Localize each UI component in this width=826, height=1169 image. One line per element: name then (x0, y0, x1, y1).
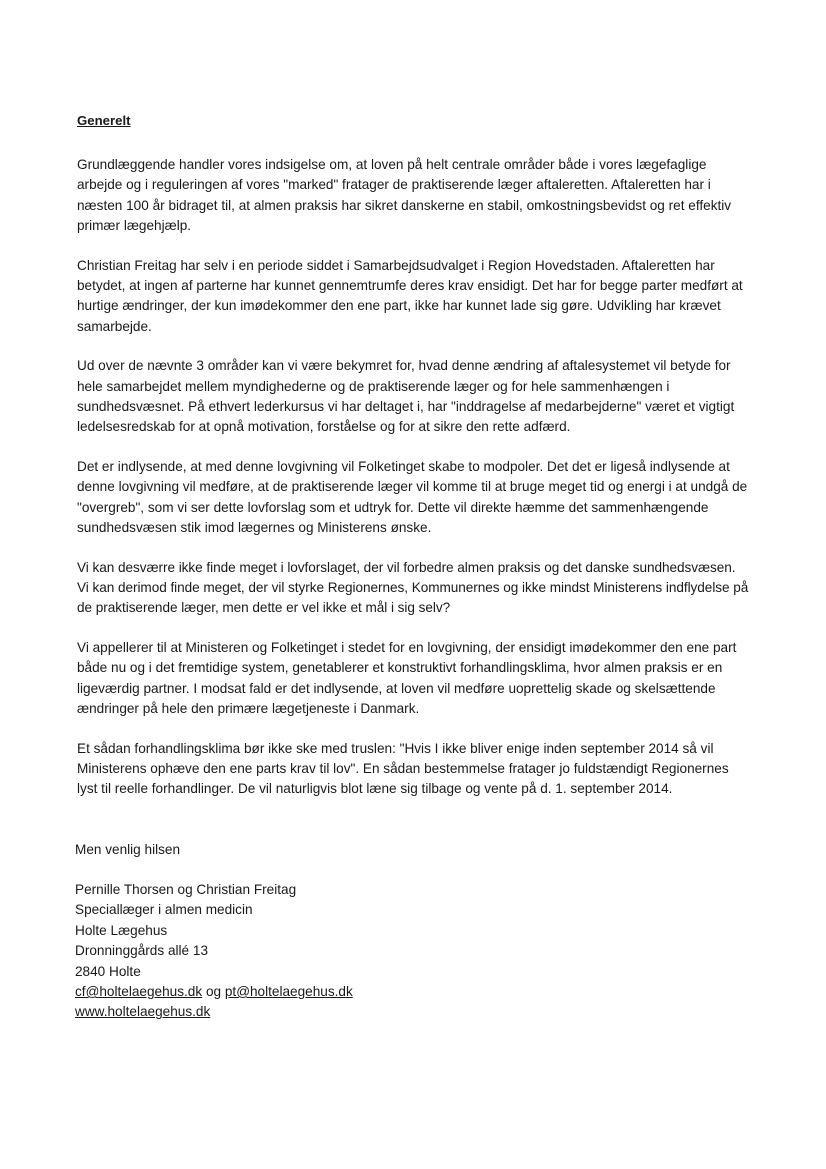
paragraph-4: Det er indlysende, at med denne lovgivning vil Folketinget skabe to modpoler. Det det er ligeså indlysende at denne lovgivning vil medføre, at de praktiserende læger vil komme til at bruge meget tid og energi i at undgå de "overgreb", som vi ser dette lovforslag som et udtryk for. Dette vil direkte hæmme det sammenhængende sundhedsvæsen stik imod lægernes og Ministerens ønske. (77, 459, 748, 535)
closing-greeting: Men venlig hilsen (75, 841, 181, 857)
email-joiner: og (202, 984, 225, 1000)
paragraph-1: Grundlæggende handler vores indsigelse om, at loven på helt centrale områder både i vores lægefaglige arbejde og i reguleringen af vores "marked" fratager de praktiserende læger aftaleretten. Aftaleretten har i næsten 100 år bidraget til, at almen praksis har sikret danskerne en stabil, omkostningsbevidst og ret effektiv primær lægehjælp. (77, 157, 732, 233)
paragraph-6: Vi appellerer til at Ministeren og Folketinget i stedet for en lovgivning, der ensidigt imødekommer den ene part både nu og i det fremtidige system, genetablerer et konstruktivt forhandlingsklima, hvor almen praksis er en ligeværdig partner. I modsat fald er det indlysende, at loven vil medføre uoprettelig skade og skelsættende ændringer på hele den primære lægetjeneste i Danmark. (77, 640, 737, 717)
signature-title: Speciallæger i almen medicin (75, 902, 253, 918)
paragraph-7: Et sådan forhandlingsklima bør ikke ske med truslen: "Hvis I ikke bliver enige inden september 2014 så vil Ministerens ophæve den ene parts krav til lov". En sådan bestemmelse fratager jo fuldstændigt Regionernes lyst til reelle forhandlinger. De vil naturligvis blot læne sig tilbage og vente på d. 1. september 2014. (77, 740, 729, 797)
email-link-pt[interactable]: pt@holtelaegehus.dk (224, 984, 353, 1000)
signature-city: 2840 Holte (75, 963, 141, 979)
email-link-cf[interactable]: cf@holtelaegehus.dk (75, 984, 203, 1000)
signature-practice: Holte Lægehus (75, 922, 168, 938)
paragraph-2: Christian Freitag har selv i en periode siddet i Samarbejdsudvalget i Region Hovedstaden. Aftaleretten har betydet, at ingen af parterne har kunnet gennemtrumfe deres krav ensidigt. Det har for begge parter medført at hurtige ændringer, der kun imødekommer den ene part, ikke har kunnet lade sig gøre. Udvikling har krævet samarbejde. (77, 257, 743, 334)
paragraph-5: Vi kan desværre ikke finde meget i lovforslaget, der vil forbedre almen praksis og det danske sundhedsvæsen. Vi kan derimod finde meget, der vil styrke Regionernes, Kommunernes og ikke mindst Ministerens indflydelse på de praktiserende læger, men dette er vel ikke et mål i sig selv? (77, 559, 749, 616)
paragraph-3: Ud over de nævnte 3 områder kan vi være bekymret for, hvad denne ændring af aftalesystemet vil betyde for hele samarbejdet mellem myndighederne og de praktiserende læger og for hele sammenhængen i sundhedsvæsnet. På ethvert lederkursus vi har deltaget i, har "inddragelse af medarbejderne" været et vigtigt ledelsesredskab for at opnå motivation, forståelse og for at sikre den rette adfærd. (77, 358, 735, 435)
signature-block (75, 880, 756, 1023)
signature-street: Dronninggårds allé 13 (75, 943, 209, 959)
signature-names: Pernille Thorsen og Christian Freitag (75, 882, 297, 898)
section-heading: Generelt (77, 113, 131, 128)
website-link[interactable]: www.holtelaegehus.dk (75, 1004, 211, 1020)
signature-emails (75, 982, 756, 1002)
